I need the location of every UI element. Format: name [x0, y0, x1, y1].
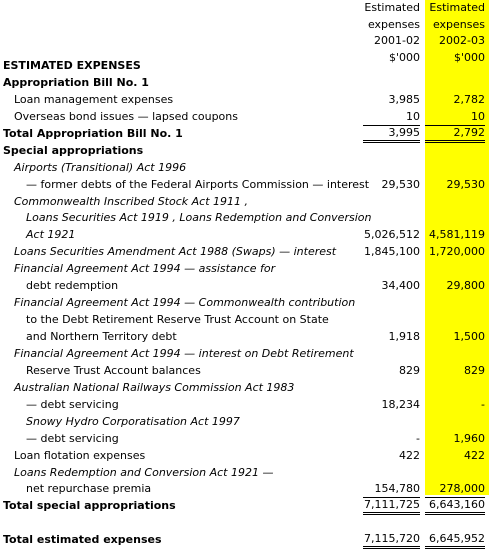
total-label: Total special appropriations: [3, 499, 176, 513]
section-title: Special appropriations: [3, 143, 144, 157]
header-line: Estimated: [429, 1, 485, 14]
act-name: Australian National Railways Commission Act 1983: [14, 380, 295, 394]
table-row: [0, 75, 489, 92]
value-2001-02: 3,985: [388, 92, 420, 106]
table-row: [0, 465, 489, 482]
value-2001-02: 1,845,100: [364, 245, 420, 259]
row-label: to the Debt Retirement Reserve Trust Account on State: [26, 313, 329, 327]
header-line: 2001-02: [374, 34, 420, 47]
header-line: $'000: [453, 50, 485, 64]
value-2001-02: 10: [363, 109, 420, 126]
header-line: expenses: [432, 17, 485, 31]
table-row: [0, 143, 489, 160]
table-row: [0, 431, 489, 448]
table-row: [0, 498, 489, 515]
table-row: [0, 329, 489, 346]
value-2002-03: 2,782: [453, 92, 485, 106]
table-row: [0, 109, 489, 126]
table-row: [0, 380, 489, 397]
table-row: [0, 397, 489, 414]
value-2001-02: 7,115,720: [363, 532, 420, 549]
table-row: [0, 312, 489, 329]
table-row: [0, 448, 489, 465]
value-2002-03: -: [481, 397, 485, 411]
column-header-2002-03: [425, 0, 485, 66]
value-2001-02: 829: [399, 363, 420, 377]
act-name: Airports (Transitional) Act 1996: [14, 160, 187, 174]
value-2001-02: -: [416, 431, 420, 445]
table-row: [0, 177, 489, 194]
value-2002-03: 278,000: [425, 481, 485, 498]
row-label: and Northern Territory debt: [26, 330, 177, 343]
header-line: 2002-03: [439, 34, 485, 47]
section-title: Appropriation Bill No. 1: [3, 75, 149, 89]
value-2002-03: 1,500: [453, 330, 485, 343]
act-name: Financial Agreement Act 1994 — interest on Debt Retirement: [14, 346, 354, 360]
value-2002-03: 6,645,952: [425, 532, 485, 549]
row-label: Overseas bond issues — lapsed coupons: [14, 109, 238, 123]
table-row: [0, 160, 489, 177]
row-label: — debt servicing: [26, 431, 119, 445]
row-label: Reserve Trust Account balances: [26, 363, 201, 377]
total-label: Total Appropriation Bill No. 1: [3, 126, 183, 140]
table-row: [0, 261, 489, 278]
value-2002-03: 10: [425, 109, 485, 126]
value-2002-03: 829: [464, 363, 485, 377]
act-name: Loans Securities Act 1919 , Loans Redemption and Conversion: [26, 211, 372, 225]
table-row: [0, 227, 489, 244]
act-name: Commonwealth Inscribed Stock Act 1911 ,: [14, 194, 248, 208]
value-2002-03: 1,960: [453, 431, 485, 445]
act-name: Snowy Hydro Corporatisation Act 1997: [26, 414, 240, 428]
value-2002-03: 1,720,000: [429, 245, 485, 259]
value-2002-03: 6,643,160: [425, 498, 485, 515]
table-row: [0, 278, 489, 295]
spacer-row: [0, 515, 489, 532]
act-name: Loans Securities Amendment Act 1988 (Swaps) — interest: [14, 245, 337, 259]
value-2001-02: 5,026,512: [364, 228, 420, 242]
section-title: ESTIMATED EXPENSES: [3, 59, 141, 72]
table-row: [0, 532, 489, 549]
table-row: [0, 126, 489, 143]
row-label: — former debts of the Federal Airports Commission — interest: [26, 177, 370, 191]
table-row: [0, 58, 489, 75]
value-2001-02: 7,111,725: [363, 498, 420, 515]
table-row: [0, 414, 489, 431]
row-label: Loan management expenses: [14, 92, 174, 106]
table-row: [0, 210, 489, 227]
table-row: [0, 363, 489, 380]
header-line: $'000: [388, 50, 420, 64]
value-2001-02: 1,918: [388, 330, 420, 343]
value-2002-03: 422: [464, 448, 485, 462]
value-2001-02: 3,995: [363, 126, 420, 143]
header-line: Estimated: [364, 1, 420, 14]
row-label: — debt servicing: [26, 397, 119, 411]
grand-total-label: Total estimated expenses: [3, 533, 162, 547]
act-name: Loans Redemption and Conversion Act 1921 —: [14, 465, 274, 479]
row-label: net repurchase premia: [26, 482, 152, 496]
table-row: [0, 92, 489, 109]
table-row: [0, 295, 489, 312]
act-name: Financial Agreement Act 1994 — assistance for: [14, 262, 276, 276]
table-body: [0, 58, 489, 549]
value-2002-03: 2,792: [425, 126, 485, 143]
column-header-2001-02: [363, 0, 420, 66]
value-2001-02: 29,530: [381, 177, 420, 191]
act-name: Act 1921: [26, 228, 76, 242]
value-2002-03: 4,581,119: [429, 228, 485, 242]
value-2002-03: 29,800: [446, 279, 485, 293]
table-row: [0, 244, 489, 261]
table-row: [0, 194, 489, 211]
value-2001-02: 34,400: [381, 279, 420, 293]
table-row: [0, 346, 489, 363]
row-label: Loan flotation expenses: [14, 448, 146, 462]
row-label: debt redemption: [26, 279, 119, 293]
value-2001-02: 18,234: [381, 397, 420, 411]
value-2001-02: 422: [399, 448, 420, 462]
table-row: [0, 481, 489, 498]
value-2002-03: 29,530: [446, 177, 485, 191]
value-2001-02: 154,780: [363, 481, 420, 498]
header-line: expenses: [367, 17, 420, 31]
act-name: Financial Agreement Act 1994 — Commonwealth contribution: [14, 296, 356, 310]
